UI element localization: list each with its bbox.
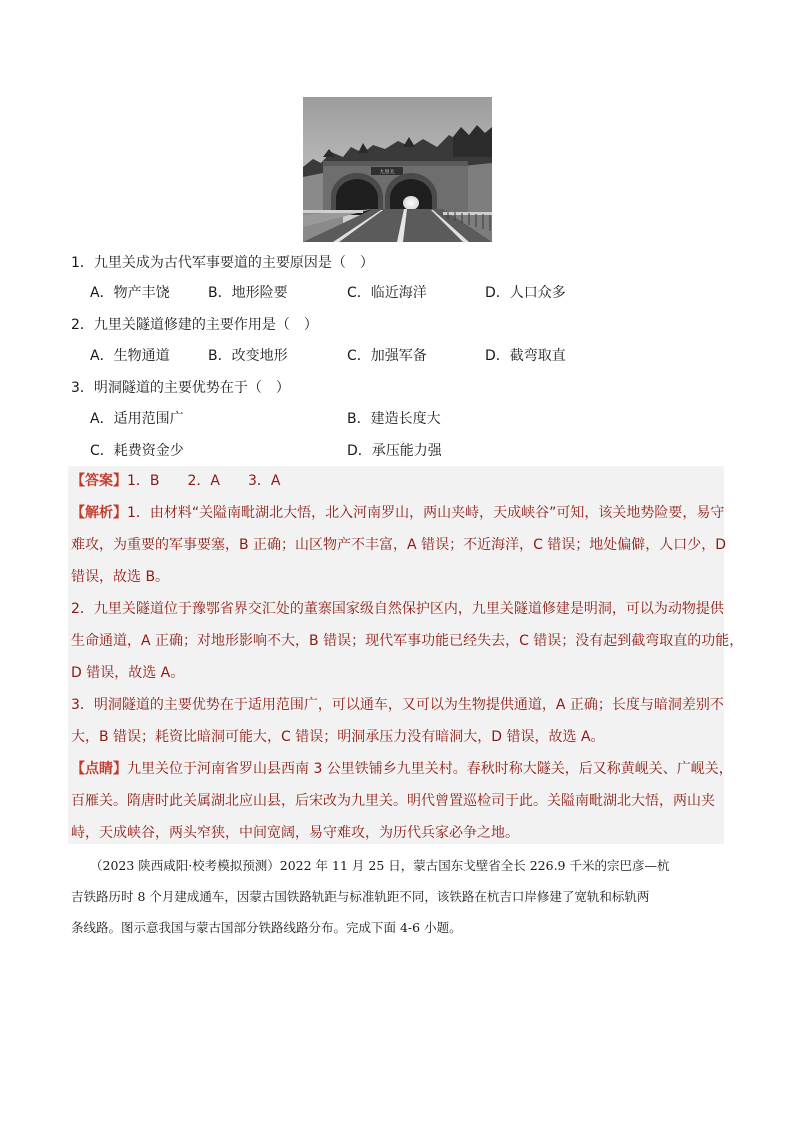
analysis-p1-line-3: 错误，故选 B。	[71, 569, 170, 585]
analysis-p2-line-3: D 错误，故选 A。	[71, 665, 185, 681]
question-2-option-b: B．改变地形	[208, 348, 288, 364]
question-1-option-d: D．人口众多	[485, 285, 566, 301]
analysis-p1-line-1	[71, 503, 724, 523]
analysis-p1-line-2: 难攻，为重要的军事要塞，B 正确；山区物产不丰富，A 错误；不近海洋，C 错误；地处偏僻，人口少，D	[71, 537, 727, 553]
answer-text: 1．B 2．A 3．A	[127, 473, 281, 489]
question-3-option-b: B．建造长度大	[347, 411, 441, 427]
analysis-p2-line-2: 生命通道，A 正确；对地形影响不大，B 错误；现代军事功能已经失去，C 错误；没有起到截弯取直的功能，	[71, 633, 744, 649]
question-1-option-a: A．物产丰饶	[90, 285, 170, 301]
answer-line	[71, 471, 280, 491]
answer-explanation-block	[68, 466, 744, 844]
question-2-option-d: D．截弯取直	[485, 348, 566, 364]
question-2-option-a: A．生物通道	[90, 348, 170, 364]
analysis-p3-line-2: 大，B 错误；耗资比暗洞可能大，C 错误；明洞承压力没有暗洞大，D 错误，故选 A。	[71, 729, 605, 745]
next-material-line-2: 吉铁路历时 8 个月建成通车，因蒙古国铁路轨距与标准轨距不同，该铁路在杭吉口岸修建了宽轨和标轨两	[71, 889, 650, 904]
question-3-stem: 3．明洞隧道的主要优势在于（ ）	[71, 380, 290, 396]
next-material-line-1: （2023 陕西咸阳·校考模拟预测）2022 年 11 月 25 日，蒙古国东戈壁省全长 226.9 千米的宗巴彦—杭	[90, 858, 670, 873]
question-2-stem: 2．九里关隧道修建的主要作用是（ ）	[71, 317, 318, 333]
analysis-label: 【解析】	[71, 505, 127, 521]
question-3-option-a: A．适用范围广	[90, 411, 184, 427]
question-2-option-c: C．加强军备	[347, 348, 427, 364]
question-3-option-c: C．耗费资金少	[90, 443, 184, 459]
next-material-line-3: 条线路。图示意我国与蒙古国部分铁路线路分布。完成下面 4-6 小题。	[71, 920, 462, 935]
question-1-option-b: B．地形险要	[208, 285, 288, 301]
highlight-line-2: 百雁关。隋唐时此关属湖北应山县，后宋改为九里关。明代曾置巡检司于此。关隘南毗湖北大悟，两山夹	[71, 793, 715, 809]
tunnel-photo	[303, 97, 492, 242]
question-1-stem: 1．九里关成为古代军事要道的主要原因是（ ）	[71, 255, 374, 271]
highlight-line-1	[71, 759, 733, 779]
answer-label: 【答案】	[71, 473, 127, 489]
highlight-line-3: 峙，天成峡谷，两头窄狭，中间宽阔，易守难攻，为历代兵家必争之地。	[71, 825, 519, 841]
analysis-p1-text-1: 1．由材料“关隘南毗湖北大悟，北入河南罗山，两山夹峙，天成峡谷”可知，该关地势险要，易守	[127, 505, 725, 521]
analysis-p3-line-1: 3．明洞隧道的主要优势在于适用范围广，可以通车，又可以为生物提供通道，A 正确；长度与暗洞差别不	[71, 697, 724, 713]
question-1-option-c: C．临近海洋	[347, 285, 427, 301]
analysis-p2-line-1: 2．九里关隧道位于豫鄂省界交汇处的董寨国家级自然保护区内，九里关隧道修建是明洞，可以为动物提供	[71, 601, 724, 617]
question-3-option-d: D．承压能力强	[347, 443, 442, 459]
tunnel-sign: 九里关	[379, 169, 395, 176]
highlight-text-1: 九里关位于河南省罗山县西南 3 公里铁铺乡九里关村。春秋时称大隧关，后又称黄岘关、广岘关，	[127, 761, 733, 777]
highlight-label: 【点睛】	[71, 761, 127, 777]
